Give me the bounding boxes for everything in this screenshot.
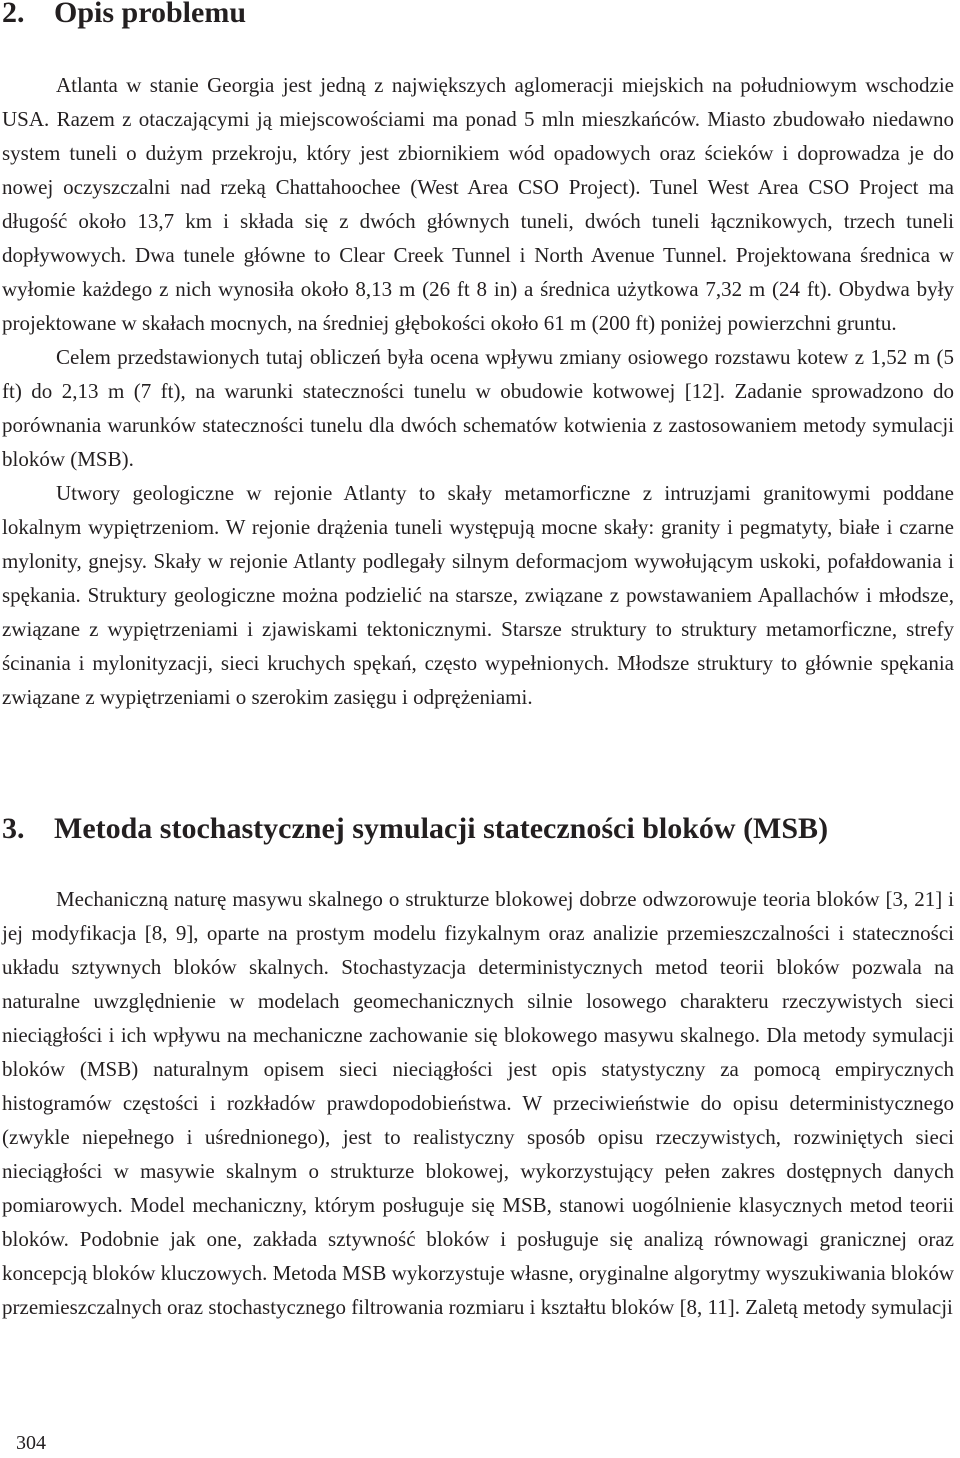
- section-2-heading: [2, 0, 246, 30]
- section-2-paragraph-2: Celem przedstawionych tutaj obliczeń była ocena wpływu zmiany osiowego rozstawu kotew z 1,52 m (5 ft) do 2,13 m (7 ft), na warunki stateczności tunelu w obudowie kotwowej [12]. Zadanie sprowadzono do porównania warunków stateczności tunelu dla dwóch schematów kotwienia z zastosowaniem metody symulacji bloków (MSB).: [2, 345, 954, 471]
- section-2-paragraph-3: Utwory geologiczne w rejonie Atlanty to skały metamorficzne z intruzjami granitowymi poddane lokalnym wypiętrzeniom. W rejonie drążenia tuneli występują mocne skały: granity i pegmatyty, białe i czarne mylonity, gnejsy. Skały w rejonie Atlanty podlegały silnym deformacjom wywołującym uskoki, pofałdowania i spękania. Struktury geologiczne można podzielić na starsze, związane z powstawaniem Apallachów i młodsze, związane z wypiętrzeniami i zjawiskami tektonicznymi. Starsze struktury to struktury metamorficzne, strefy ścinania i mylonityzacji, sieci kruchych spękań, często wypełnionych. Młodsze struktury to głównie spękania związane z wypiętrzeniami o szerokim zasięgu i odprężeniami.: [2, 481, 954, 709]
- section-2-number: 2.: [2, 0, 25, 29]
- section-2-paragraph-1: Atlanta w stanie Georgia jest jedną z największych aglomeracji miejskich na południowym wschodzie USA. Razem z otaczającymi ją miejscowościami ma ponad 5 mln mieszkańców. Miasto zbudowało niedawno system tuneli o dużym przekroju, który jest zbiornikiem wód opadowych oraz ścieków i doprowadza je do nowej oczyszczalni nad rzeką Chattahoochee (West Area CSO Project). Tunel West Area CSO Project ma długość około 13,7 km i składa się z dwóch głównych tuneli, dwóch tuneli łącznikowych, trzech tuneli dopływowych. Dwa tunele główne to Clear Creek Tunnel i North Avenue Tunnel. Projektowana średnica w wyłomie każdego z nich wynosiła około 8,13 m (26 ft 8 in) a średnica użytkowa 7,32 m (24 ft). Obydwa były projektowane w skałach mocnych, na średniej głębokości około 61 m (200 ft) poniżej powierzchni gruntu.: [2, 73, 954, 335]
- section-3-heading: [2, 812, 828, 846]
- section-3-body: [2, 882, 954, 1324]
- page-number: 304: [16, 1432, 46, 1454]
- section-3-number: 3.: [2, 812, 25, 845]
- section-2-title: Opis problemu: [54, 0, 246, 29]
- section-3-title: Metoda stochastycznej symulacji stateczności bloków (MSB): [54, 812, 829, 845]
- section-2-body: [2, 68, 954, 714]
- section-3-paragraph-1: Mechaniczną naturę masywu skalnego o strukturze blokowej dobrze odwzorowuje teoria bloków [3, 21] i jej modyfikacja [8, 9], oparte na prostym modelu fizykalnym oraz analizie przemieszczalności i stateczności układu sztywnych bloków skalnych. Stochastyzacja deterministycznych metod teorii bloków pozwala na naturalne uwzględnienie w modelach geomechanicznych silnie losowego charakteru rzeczywistych sieci nieciągłości i ich wpływu na mechaniczne zachowanie się blokowego masywu skalnego. Dla metody symulacji bloków (MSB) naturalnym opisem sieci nieciągłości jest opis statystyczny za pomocą empirycznych histogramów częstości i rozkładów prawdopodobieństwa. W przeciwieństwie do opisu deterministycznego (zwykle niepełnego i uśrednionego), jest to realistyczny sposób opisu rzeczywistych, rozwiniętych sieci nieciągłości w masywie skalnym o strukturze blokowej, wykorzystujący pełen zakres dostępnych danych pomiarowych. Model mechaniczny, którym posługuje się MSB, stanowi uogólnienie klasycznych metod teorii bloków. Podobnie jak one, zakłada sztywność bloków i posługuje się analizą równowagi granicznej oraz koncepcją bloków kluczowych. Metoda MSB wykorzystuje własne, oryginalne algorytmy wyszukiwania bloków przemieszczalnych oraz stochastycznego filtrowania rozmiaru i kształtu bloków [8, 11]. Zaletą metody symulacji: [2, 887, 954, 1319]
